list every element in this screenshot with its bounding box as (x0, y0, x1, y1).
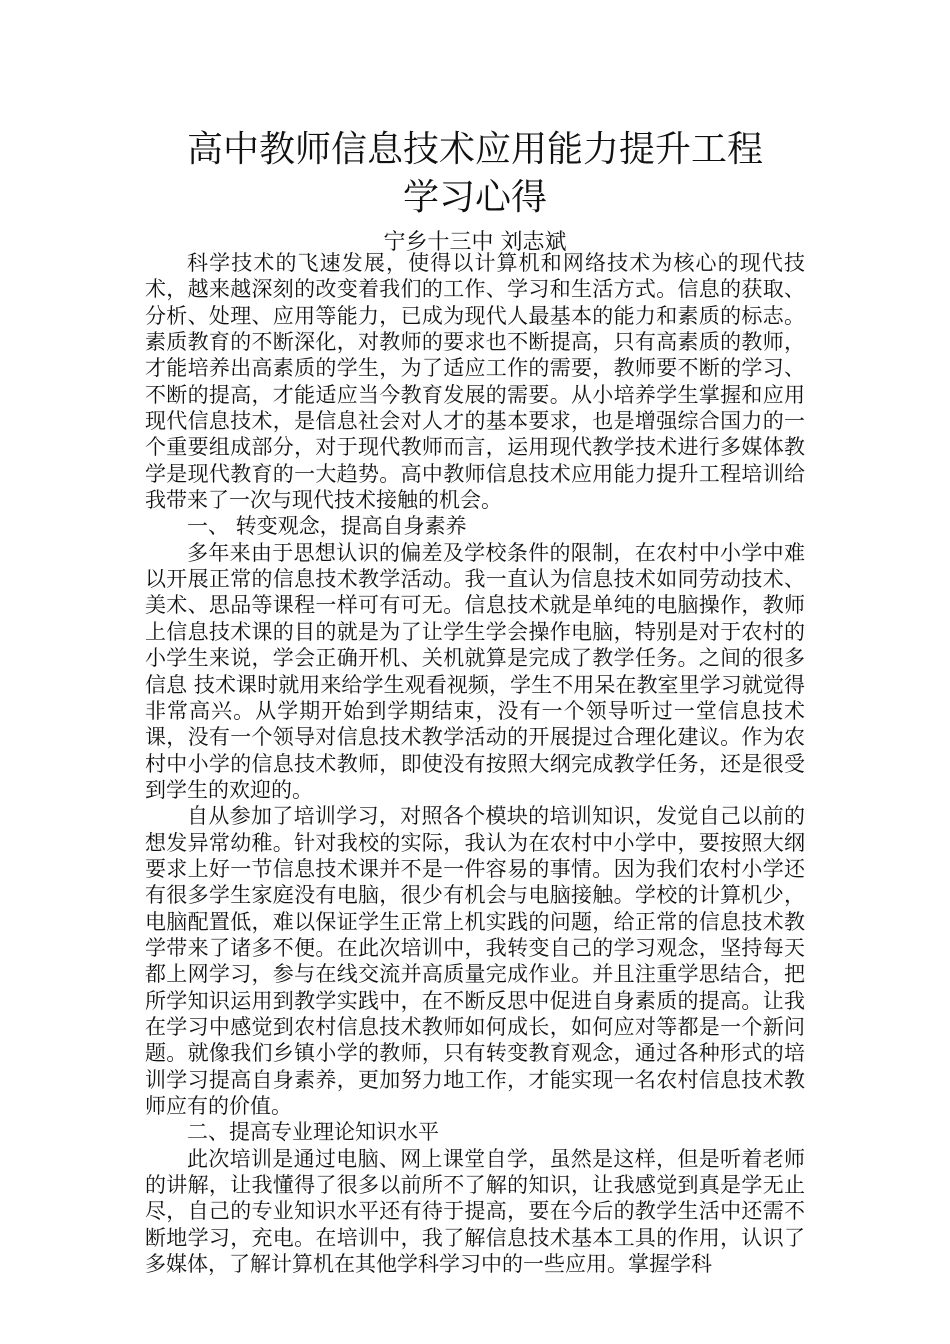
paragraph-section2-a: 此次培训是通过电脑、网上课堂自学，虽然是这样，但是听着老师的讲解，让我懂得了很多以前所不了解的知识，让我感觉到真是学无止尽，自己的专业知识水平还有待于提高，要在今后的教学生活中还需不断地学习，充电。在培训中，我了解信息技术基本工具的作用，认识了多媒体，了解计算机在其他学科学习中的一些应用。掌握学科 (145, 1146, 805, 1277)
document-body (145, 250, 805, 1277)
document-author: 宁乡十三中 刘志斌 (383, 230, 567, 255)
paragraph-section1-b: 自从参加了培训学习，对照各个模块的培训知识，发觉自己以前的想发异常幼稚。针对我校的实际，我认为在农村中小学中，要按照大纲要求上好一节信息技术课并不是一件容易的事情。因为我们农村小学还有很多学生家庭没有电脑，很少有机会与电脑接触。学校的计算机少，电脑配置低，难以保证学生正常上机实践的问题，给正常的信息技术教学带来了诸多不便。在此次培训中，我转变自己的学习观念，坚持每天都上网学习，参与在线交流并高质量完成作业。并且注重学思结合，把所学知识运用到教学实践中，在不断反思中促进自身素质的提高。让我在学习中感觉到农村信息技术教师如何成长，如何应对等都是一个新问题。就像我们乡镇小学的教师，只有转变教育观念，通过各种形式的培训学习提高自身素养，更加努力地工作，才能实现一名农村信息技术教师应有的价值。 (145, 804, 805, 1118)
section-heading-2: 二、提高专业理论知识水平 (187, 1120, 439, 1145)
document-title-line-2: 学习心得 (402, 177, 547, 218)
paragraph-intro: 科学技术的飞速发展，使得以计算机和网络技术为核心的现代技术，越来越深刻的改变着我们的工作、学习和生活方式。信息的获取、分析、处理、应用等能力，已成为现代人最基本的能力和素质的标志。素质教育的不断深化，对教师的要求也不断提高，只有高素质的教师，才能培养出高素质的学生，为了适应工作的需要，教师要不断的学习、不断的提高，才能适应当今教育发展的需要。从小培养学生掌握和应用现代信息技术，是信息社会对人才的基本要求，也是增强综合国力的一个重要组成部分，对于现代教师而言，运用现代教学技术进行多媒体教学是现代教育的一大趋势。高中教师信息技术应用能力提升工程培训给我带来了一次与现代技术接触的机会。 (145, 251, 805, 513)
section-heading-1: 一、 转变观念，提高自身素养 (187, 514, 467, 539)
paragraph-section1-a: 多年来由于思想认识的偏差及学校条件的限制，在农村中小学中难以开展正常的信息技术教学活动。我一直认为信息技术如同劳动技术、美术、思品等课程一样可有可无。信息技术就是单纯的电脑操作，教师上信息技术课的目的就是为了让学生学会操作电脑，特别是对于农村的小学生来说，学会正确开机、关机就算是完成了教学任务。之间的很多信息 技术课时就用来给学生观看视频，学生不用呆在教室里学习就觉得非常高兴。从学期开始到学期结束，没有一个领导听过一堂信息技术课，没有一个领导对信息技术教学活动的开展提过合理化建议。作为农村中小学的信息技术教师，即使没有按照大纲完成教学任务，还是很受到学生的欢迎的。 (145, 540, 805, 802)
document-title-line-1: 高中教师信息技术应用能力提升工程 (186, 129, 763, 170)
